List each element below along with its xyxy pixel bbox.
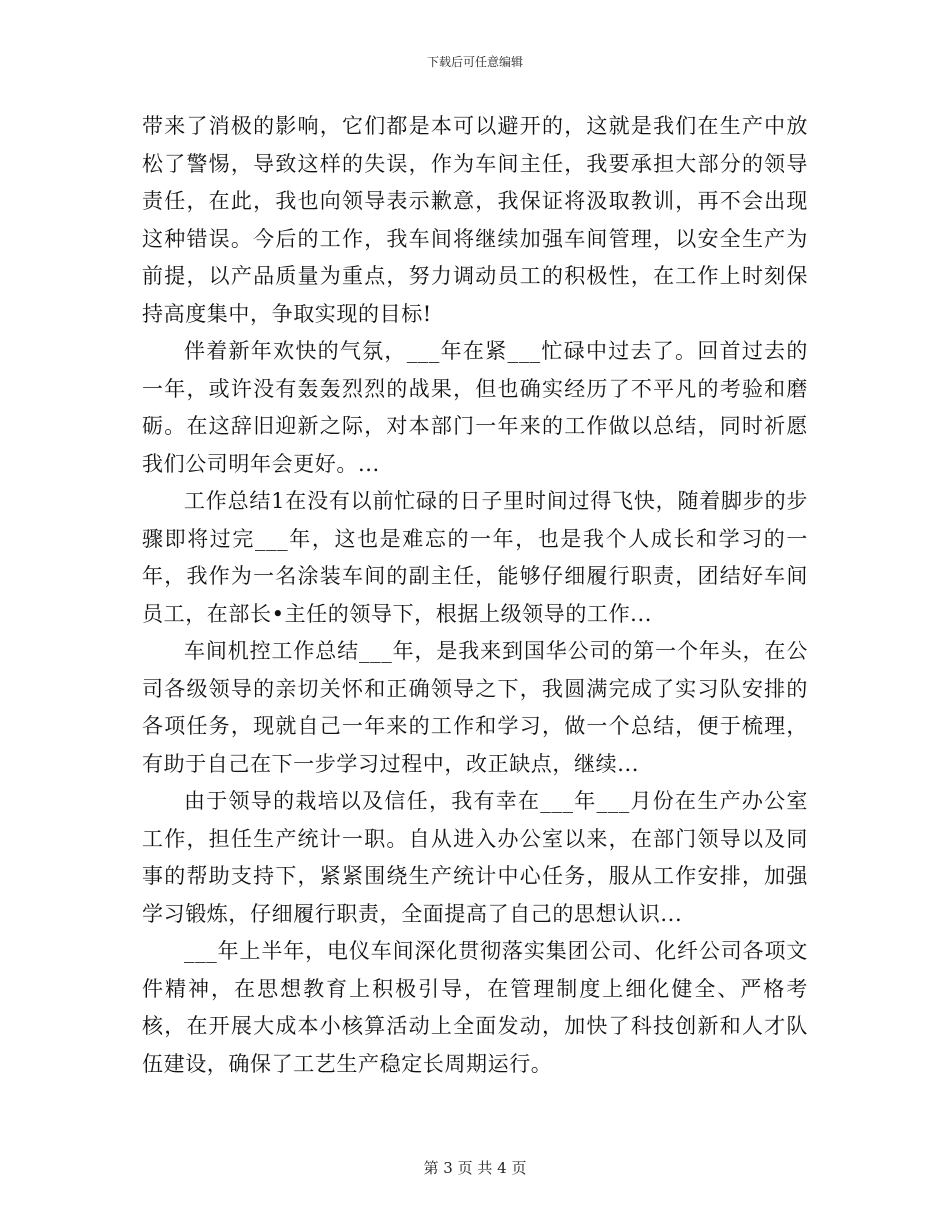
document-body [142,108,808,1083]
paragraph-work-summary-1: 工作总结1在没有以前忙碌的日子里时间过得飞快，随着脚步的步骤即将过完___年，这也是难忘的一年，也是我个人成长和学习的一年，我作为一名涂装车间的副主任，能够仔细履行职责，团结好车间员工，在部长•主任的领导下，根据上级领导的工作... [142,489,808,626]
paragraph-half-year-summary: ___年上半年，电仪车间深化贯彻落实集团公司、化纤公司各项文件精神，在思想教育上积极引导，在管理制度上细化健全、严格考核，在开展大成本小核算活动上全面发动，加快了科技创新和人才队伍建设，确保了工艺生产稳定长周期运行。 [142,939,808,1076]
paragraph-continued: 带来了消极的影响，它们都是本可以避开的，这就是我们在生产中放松了警惕，导致这样的失误，作为车间主任，我要承担大部分的领导责任，在此，我也向领导表示歉意，我保证将汲取教训，再不会出现这种错误。今后的工作，我车间将继续加强车间管理，以安全生产为前提，以产品质量为重点，努力调动员工的积极性，在工作上时刻保持高度集中，争取实现的目标! [142,114,808,326]
page-header: 下载后可任意编辑 [426,55,523,69]
page-number-footer: 第 3 页 共 4 页 [423,1159,527,1177]
paragraph-new-year-summary: 伴着新年欢快的气氛，___年在紧___忙碌中过去了。回首过去的一年，或许没有轰轰烈烈的战果，但也确实经历了不平凡的考验和磨砺。在这辞旧迎新之际，对本部门一年来的工作做以总结，同时祈愿我们公司明年会更好。... [142,339,808,476]
paragraph-machine-control-summary: 车间机控工作总结___年，是我来到国华公司的第一个年头，在公司各级领导的亲切关怀和正确领导之下，我圆满完成了实习队安排的各项任务，现就自己一年来的工作和学习，做一个总结，便于梳理，有助于自己在下一步学习过程中，改正缺点，继续... [142,639,808,776]
paragraph-production-statistics: 由于领导的栽培以及信任，我有幸在___年___月份在生产办公室工作，担任生产统计一职。自从进入办公室以来，在部门领导以及同事的帮助支持下，紧紧围绕生产统计中心任务，服从工作安排，加强学习锻炼，仔细履行职责，全面提高了自己的思想认识... [142,789,808,926]
